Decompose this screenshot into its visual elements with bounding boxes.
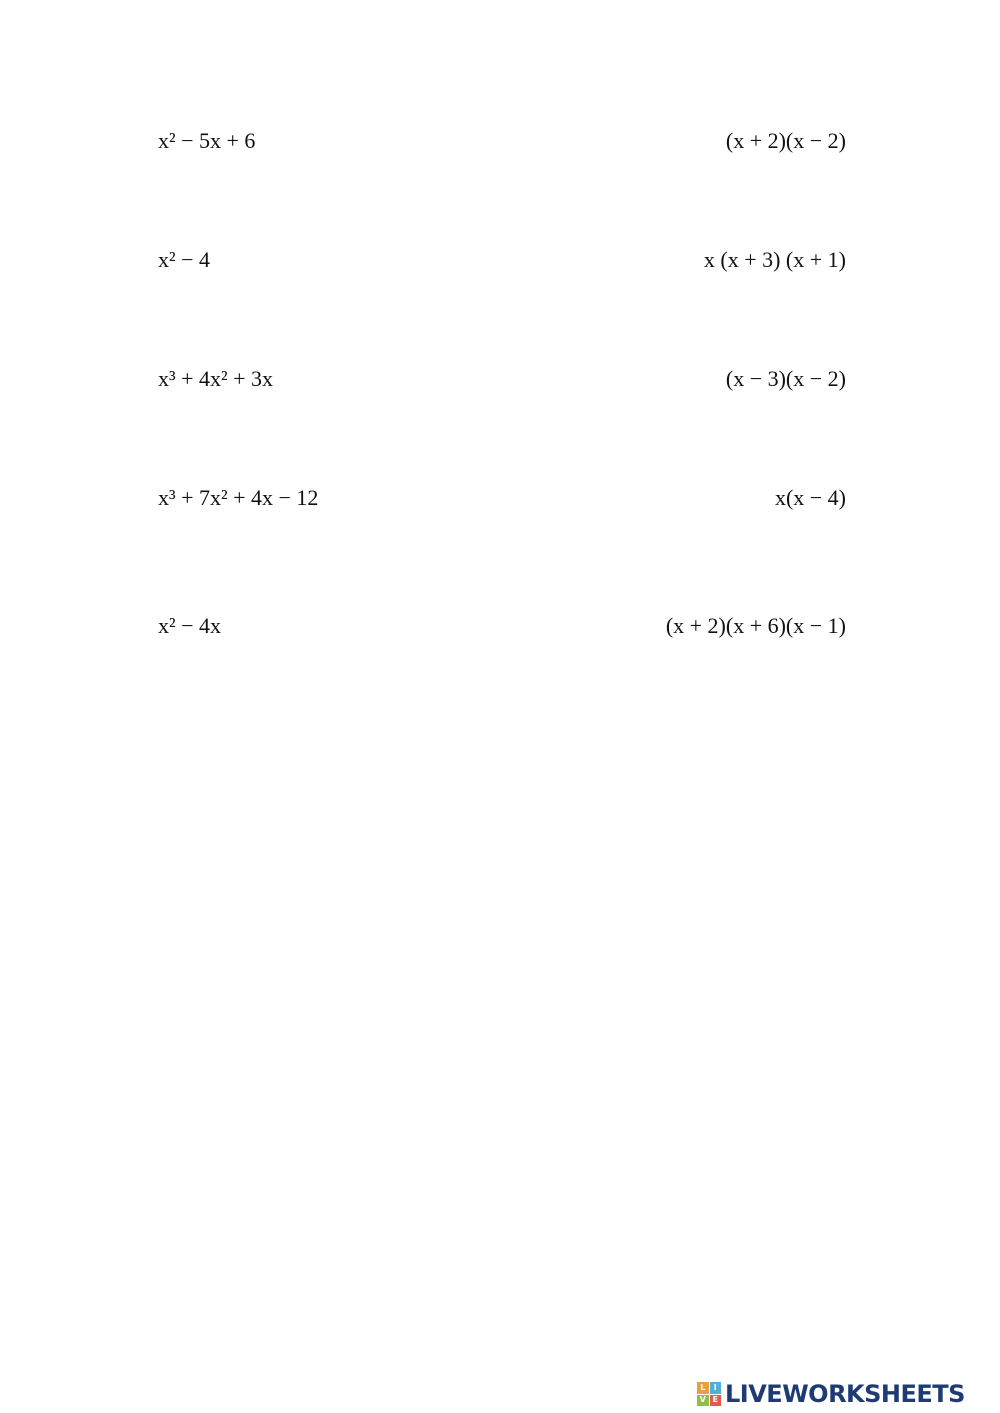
right-expression-5[interactable]: (x + 2)(x + 6)(x − 1) [665, 613, 846, 638]
logo-text: LIVEWORKSHEETS [725, 1380, 965, 1408]
left-expression-4[interactable]: x³ + 7x² + 4x − 12 [158, 485, 319, 510]
left-expression-1[interactable]: x² − 5x + 6 [158, 128, 256, 153]
right-expression-1[interactable]: (x + 2)(x − 2) [725, 128, 846, 153]
logo-mark-icon [697, 1382, 721, 1406]
left-expression-5[interactable]: x² − 4x [158, 613, 222, 638]
matching-row-4 [158, 478, 846, 518]
matching-row-3 [158, 359, 846, 399]
matching-row-2 [158, 240, 846, 280]
right-expression-2[interactable]: x (x + 3) (x + 1) [703, 247, 846, 272]
logo-mark-cell: I [710, 1382, 722, 1394]
left-expression-3[interactable]: x³ + 4x² + 3x [158, 366, 274, 391]
liveworksheets-logo [697, 1380, 965, 1408]
logo-mark-cell: L [697, 1382, 709, 1394]
right-expression-3[interactable]: (x − 3)(x − 2) [725, 366, 846, 391]
right-expression-4[interactable]: x(x − 4) [774, 485, 846, 510]
matching-row-5 [158, 606, 846, 646]
matching-row-1 [158, 121, 846, 161]
left-expression-2[interactable]: x² − 4 [158, 247, 211, 272]
logo-mark-cell: V [697, 1395, 709, 1407]
logo-mark-cell: E [710, 1395, 722, 1407]
